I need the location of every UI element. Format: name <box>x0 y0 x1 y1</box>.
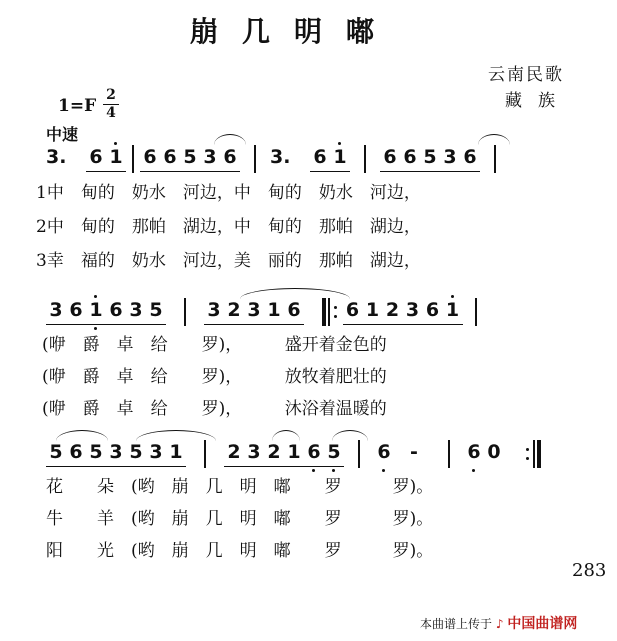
lyrics-line1-verse2: 2中 甸的 那帕 湖边，中 甸的 那帕 湖边， <box>36 217 421 237</box>
note: 2 <box>224 440 244 467</box>
note: 1 <box>264 298 284 325</box>
note: 1 <box>86 298 106 325</box>
note: 6 <box>66 440 86 467</box>
lyrics-line1-verse3: 3幸 福的 奶水 河边，美 丽的 那帕 湖边， <box>36 251 421 271</box>
note: 5 <box>126 440 146 467</box>
slur <box>332 430 368 441</box>
note: 3 <box>403 298 423 325</box>
repeat-end-sign <box>524 440 541 468</box>
note: 3 <box>46 298 66 325</box>
note: 6 <box>380 145 400 172</box>
rest: 0 <box>487 441 501 463</box>
note: 3 <box>106 440 126 467</box>
note: 1 <box>284 440 304 467</box>
note: 5 <box>420 145 440 172</box>
note: 3. <box>46 146 67 168</box>
note: 5 <box>180 145 200 172</box>
time-signature <box>103 88 119 121</box>
lyrics-line2-verse1: (咿 爵 卓 给 罗)， 盛开着金色的 <box>42 335 387 355</box>
bar-line <box>204 440 206 468</box>
note: 6 <box>374 440 394 466</box>
note: 6 <box>86 145 106 172</box>
bar-line <box>132 145 134 173</box>
bar-line <box>358 440 360 468</box>
footer[interactable] <box>420 613 577 633</box>
dash: - <box>410 441 418 463</box>
note: 6 <box>160 145 180 172</box>
note: 2 <box>264 440 284 467</box>
slur <box>272 430 300 441</box>
slur <box>136 430 216 441</box>
repeat-start-sign <box>322 298 339 326</box>
note: 5 <box>46 440 66 467</box>
lyrics-line3-verse1: 花 朵 (哟 崩 几 明 嘟 罗 罗)。 <box>46 477 434 497</box>
note: 2 <box>224 298 244 325</box>
song-ethnic: 藏族 <box>505 91 571 111</box>
tempo-marking: 中速 <box>46 125 79 144</box>
bar-line <box>448 440 450 468</box>
note: 6 <box>310 145 330 172</box>
note: 6 <box>460 145 480 172</box>
time-sig-bottom: 4 <box>106 105 116 121</box>
note: 3 <box>244 440 264 467</box>
lyrics-line3-verse2: 牛 羊 (哟 崩 几 明 嘟 罗 罗)。 <box>46 509 434 529</box>
slur <box>214 134 246 145</box>
note: 1 <box>330 145 350 172</box>
note: 6 <box>464 440 484 466</box>
page-number: 283 <box>572 560 607 581</box>
time-sig-top: 2 <box>106 87 116 103</box>
note: 6 <box>423 298 443 325</box>
score-line-1 <box>46 145 510 173</box>
note: 1 <box>363 298 383 325</box>
page-title: 崩几明嘟 <box>190 15 399 48</box>
slur <box>240 288 350 299</box>
bar-line <box>364 145 366 173</box>
bar-line <box>475 298 477 326</box>
note: 3 <box>244 298 264 325</box>
lyrics-line2-verse2: (咿 爵 卓 给 罗)， 放牧着肥壮的 <box>42 367 387 387</box>
slur <box>478 134 510 145</box>
note: 3 <box>440 145 460 172</box>
note: 6 <box>220 145 240 172</box>
note: 1 <box>443 298 463 325</box>
note: 1 <box>106 145 126 172</box>
score-line-3 <box>46 440 545 468</box>
music-note-logo-icon: ♪ <box>495 617 504 631</box>
note: 5 <box>324 440 344 467</box>
note: 3 <box>200 145 220 172</box>
lyrics-line2-verse3: (咿 爵 卓 给 罗)， 沐浴着温暖的 <box>42 399 387 419</box>
note: 3 <box>126 298 146 325</box>
bar-line <box>184 298 186 326</box>
key-signature: 1=F <box>58 96 97 116</box>
song-origin: 云南民歌 <box>488 65 564 85</box>
note: 2 <box>383 298 403 325</box>
footer-prefix: 本曲谱上传于 <box>420 617 493 631</box>
bar-line <box>494 145 496 173</box>
note: 6 <box>284 298 304 325</box>
lyrics-line3-verse3: 阳 光 (哟 崩 几 明 嘟 罗 罗)。 <box>46 541 434 561</box>
note: 1 <box>166 440 186 467</box>
note: 6 <box>304 440 324 467</box>
slur <box>56 430 108 441</box>
note: 3. <box>270 146 291 168</box>
note: 6 <box>106 298 126 325</box>
note: 3 <box>204 298 224 325</box>
note: 6 <box>140 145 160 172</box>
footer-site[interactable]: 中国曲谱网 <box>507 616 578 632</box>
lyrics-line1-verse1: 1中 甸的 奶水 河边，中 甸的 奶水 河边， <box>36 183 421 203</box>
note: 6 <box>343 298 363 325</box>
note: 5 <box>86 440 106 467</box>
bar-line <box>254 145 256 173</box>
note: 3 <box>146 440 166 467</box>
note: 6 <box>66 298 86 325</box>
score-line-2 <box>46 298 489 326</box>
note: 5 <box>146 298 166 325</box>
note: 6 <box>400 145 420 172</box>
